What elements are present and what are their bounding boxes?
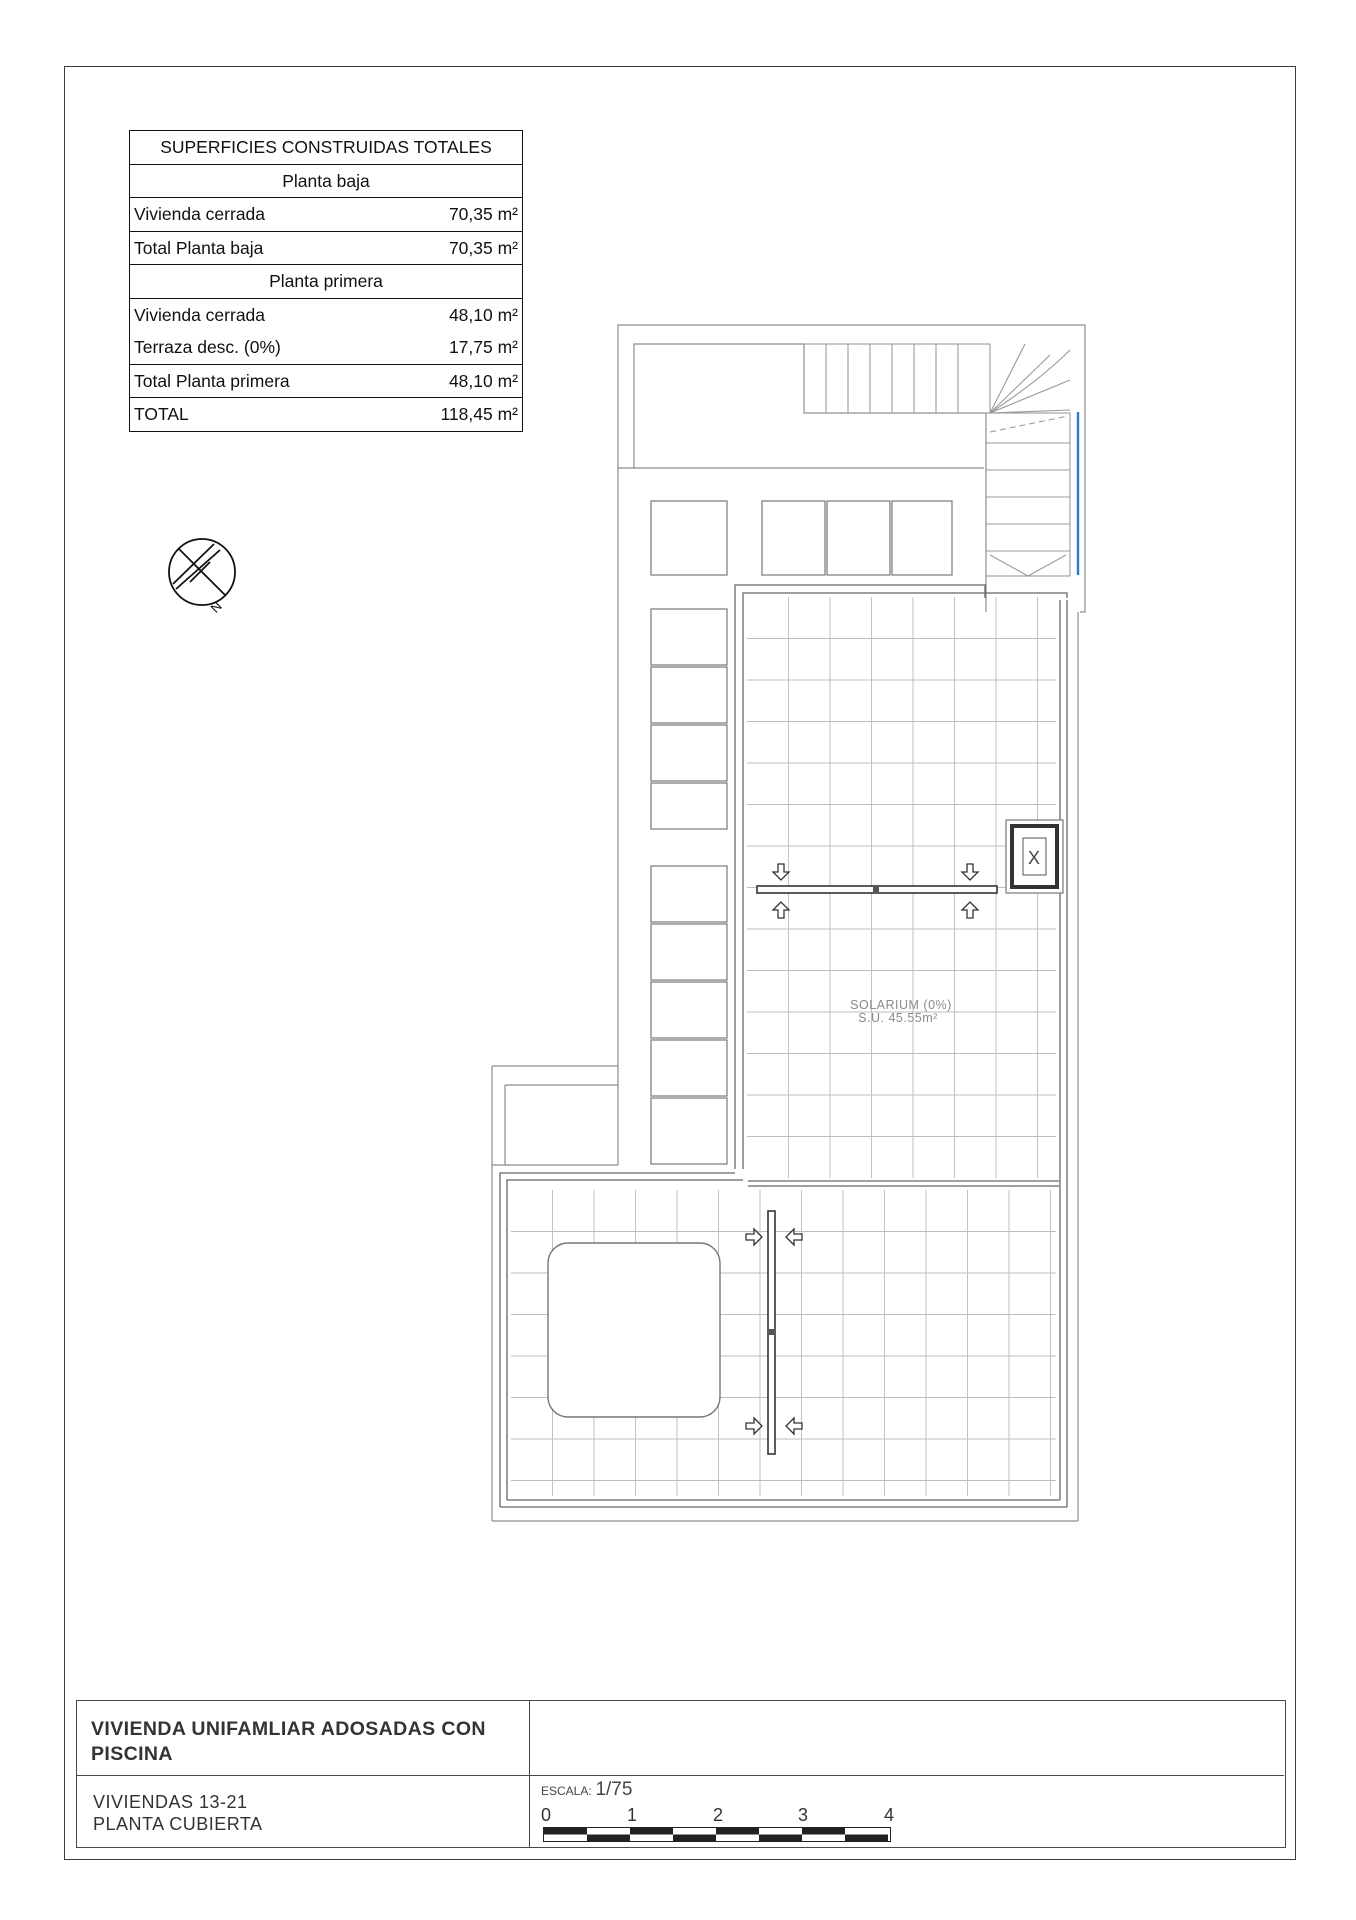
ground-total-value: 70,35 m² bbox=[387, 231, 522, 265]
roof-boxes-left bbox=[651, 609, 727, 1164]
total-value: 118,45 m² bbox=[387, 398, 522, 432]
drain-channel-vertical bbox=[768, 1211, 775, 1454]
north-compass-icon bbox=[169, 539, 235, 616]
scale-tick: 2 bbox=[713, 1805, 724, 1825]
solarium-area: S.U. 45.55m² bbox=[858, 1011, 938, 1025]
chimney-icon bbox=[1006, 820, 1063, 893]
first-total-value: 48,10 m² bbox=[387, 364, 522, 398]
pool bbox=[548, 1243, 720, 1417]
scale-value: 1/75 bbox=[595, 1779, 633, 1800]
drain-channel-horizontal bbox=[757, 886, 997, 893]
project-subtitle bbox=[93, 1791, 263, 1835]
first-terrace-value: 17,75 m² bbox=[387, 331, 522, 364]
arrow-left-icon bbox=[786, 1418, 802, 1434]
north-label: N bbox=[207, 598, 225, 616]
scale-label bbox=[541, 1779, 632, 1801]
straight-stairs bbox=[804, 344, 990, 413]
scale-tick: 4 bbox=[884, 1805, 895, 1825]
chimney-mark: X bbox=[1027, 848, 1041, 868]
first-terrace-label: Terraza desc. (0%) bbox=[130, 331, 388, 364]
subtitle-line-2: PLANTA CUBIERTA bbox=[93, 1814, 263, 1834]
scale-tick: 0 bbox=[541, 1805, 552, 1825]
first-closed-label: Vivienda cerrada bbox=[130, 298, 388, 331]
winder-stairs bbox=[986, 344, 1070, 576]
ground-closed-value: 70,35 m² bbox=[387, 198, 522, 232]
arrow-up-icon bbox=[962, 902, 978, 918]
scale-tick: 3 bbox=[798, 1805, 809, 1825]
project-title: VIVIENDA UNIFAMLIAR ADOSADAS CON PISCINA bbox=[91, 1718, 486, 1765]
solarium-label: SOLARIUM (0%) bbox=[850, 998, 952, 1012]
arrow-up-icon bbox=[773, 902, 789, 918]
first-total-label: Total Planta primera bbox=[130, 364, 388, 398]
subtitle-line-1: VIVIENDAS 13-21 bbox=[93, 1792, 248, 1812]
first-closed-value: 48,10 m² bbox=[387, 298, 522, 331]
arrow-down-icon bbox=[962, 864, 978, 880]
scale-tick: 1 bbox=[627, 1805, 638, 1825]
arrow-down-icon bbox=[773, 864, 789, 880]
first-floor-title: Planta primera bbox=[130, 265, 523, 299]
title-block bbox=[76, 1700, 1286, 1848]
ground-total-label: Total Planta baja bbox=[130, 231, 388, 265]
ground-closed-label: Vivienda cerrada bbox=[130, 198, 388, 232]
ground-floor-title: Planta baja bbox=[130, 164, 523, 198]
total-label: TOTAL bbox=[130, 398, 388, 432]
roof-boxes-top bbox=[651, 501, 952, 575]
scale-caption: ESCALA: bbox=[541, 1784, 592, 1798]
surfaces-header: SUPERFICIES CONSTRUIDAS TOTALES bbox=[130, 131, 523, 165]
scale-bar bbox=[543, 1827, 893, 1843]
